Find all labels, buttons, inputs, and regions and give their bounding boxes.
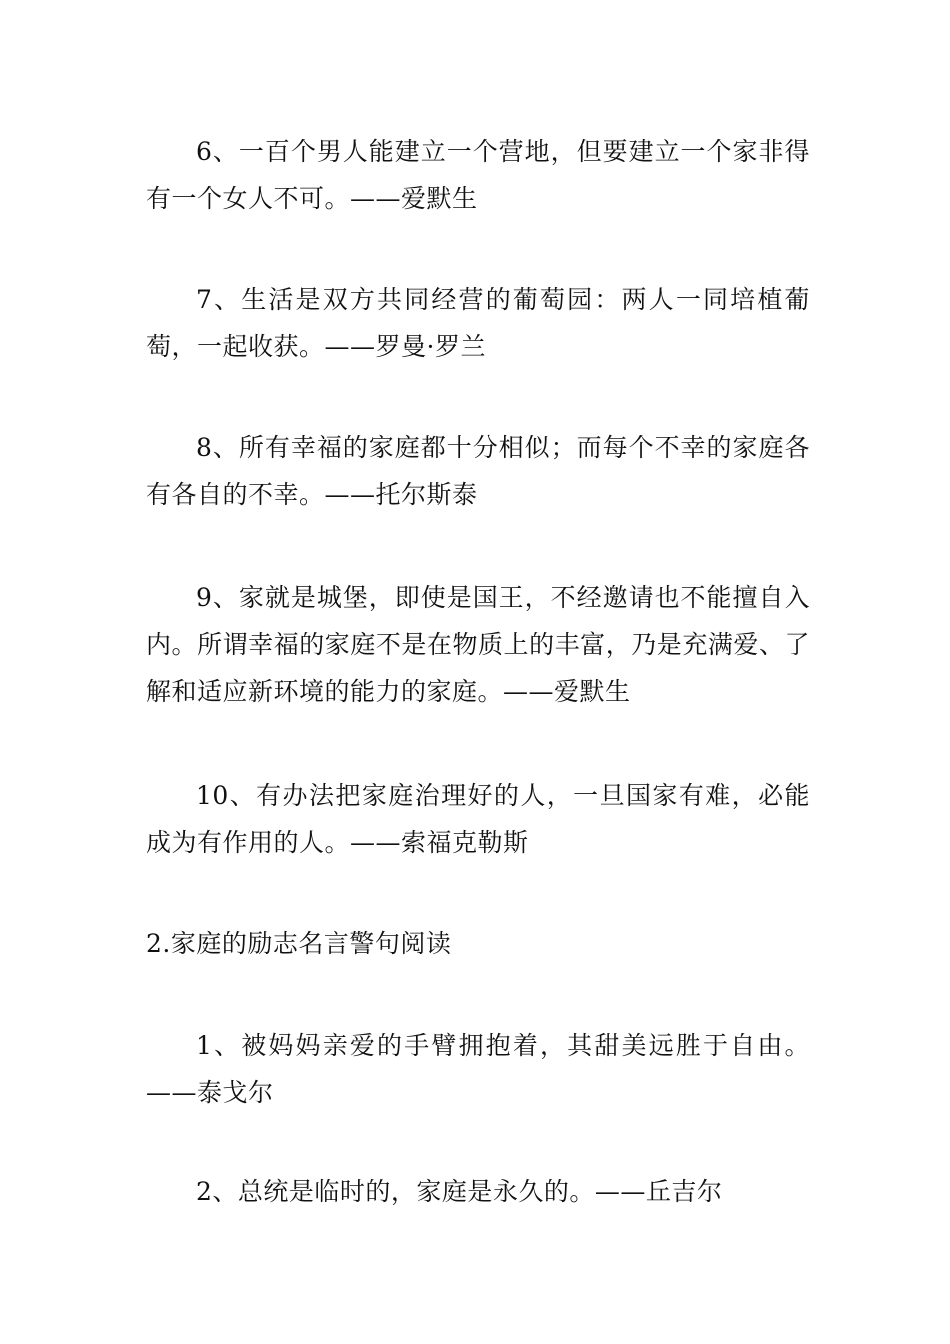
quote-item: 1、被妈妈亲爱的手臂拥抱着，其甜美远胜于自由。——泰戈尔 [146, 1031, 810, 1107]
quote-item: 9、家就是城堡，即使是国王，不经邀请也不能擅自入内。所谓幸福的家庭不是在物质上的丰富，乃是充满爱、了解和适应新环境的能力的家庭。——爱默生 [146, 583, 810, 706]
quote-item: 10、有办法把家庭治理好的人，一旦国家有难，必能成为有作用的人。——索福克勒斯 [146, 781, 810, 857]
quote-item: 7、生活是双方共同经营的葡萄园：两人一同培植葡萄，一起收获。——罗曼·罗兰 [146, 285, 810, 361]
quote-item: 2、总统是临时的，家庭是永久的。——丘吉尔 [196, 1177, 723, 1206]
quote-item: 6、一百个男人能建立一个营地，但要建立一个家非得有一个女人不可。——爱默生 [146, 137, 810, 213]
section-heading: 2.家庭的励志名言警句阅读 [146, 929, 452, 958]
quote-item: 8、所有幸福的家庭都十分相似；而每个不幸的家庭各有各自的不幸。——托尔斯泰 [146, 433, 810, 509]
